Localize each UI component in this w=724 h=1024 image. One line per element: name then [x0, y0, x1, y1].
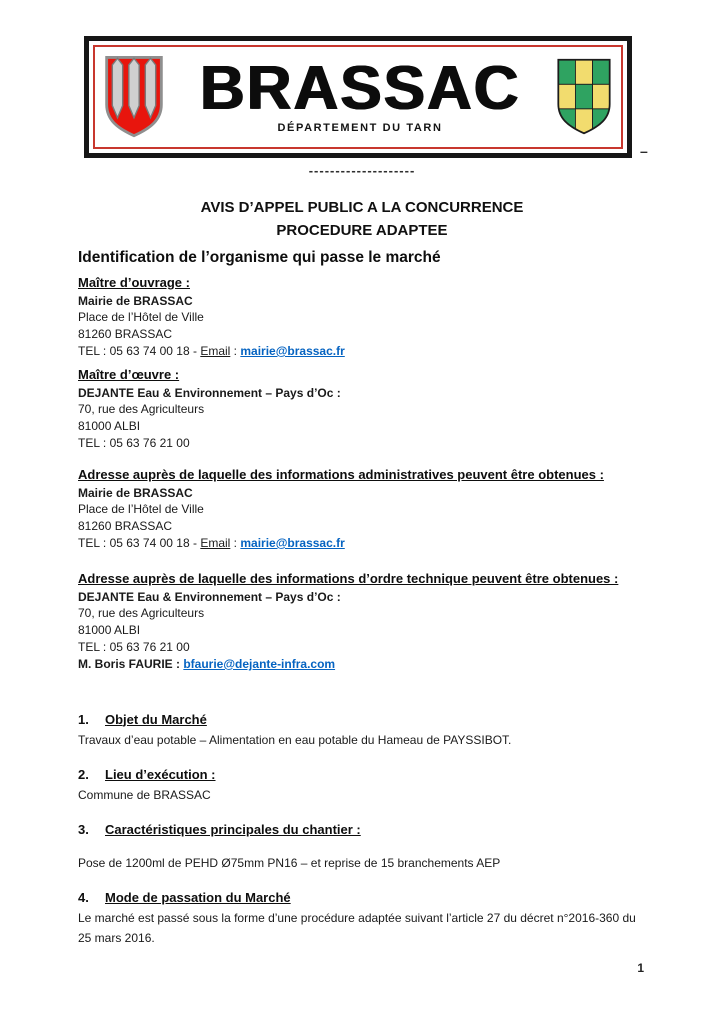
item-heading	[78, 889, 648, 907]
item-number: 2.	[78, 766, 89, 782]
email-separator: :	[230, 535, 241, 550]
document-body	[78, 250, 648, 948]
email-link-mairie-2[interactable]: mairie@brassac.fr	[240, 535, 345, 550]
tech-info-block	[78, 571, 648, 673]
maitre-ouvrage-block	[78, 275, 648, 360]
banner-title: BRASSAC	[199, 54, 521, 124]
brassac-logo-banner	[84, 36, 632, 158]
item-title: Objet du Marché	[105, 711, 207, 727]
item-caracteristiques-chantier	[78, 821, 648, 873]
email-separator: :	[230, 343, 241, 358]
item-body: Commune de BRASSAC	[78, 787, 211, 802]
document-title-line1: AVIS D’APPEL PUBLIC A LA CONCURRENCE	[200, 199, 524, 216]
email-link-mairie-1[interactable]: mairie@brassac.fr	[240, 343, 345, 358]
maitre-ouvrage-heading: Maître d’ouvrage :	[78, 274, 190, 290]
brassac-coat-of-arms-icon	[101, 51, 167, 143]
admin-info-org: Mairie de BRASSAC	[78, 485, 193, 500]
admin-info-address1: Place de l’Hôtel de Ville	[78, 502, 204, 517]
maitre-ouvrage-tel-line	[78, 343, 648, 360]
item-mode-passation	[78, 889, 648, 948]
item-title: Lieu d’exécution :	[105, 766, 216, 782]
email-label: Email	[200, 535, 231, 550]
maitre-oeuvre-org: DEJANTE Eau & Environnement – Pays d’Oc :	[78, 385, 341, 400]
tech-info-address2: 81000 ALBI	[78, 623, 141, 638]
maitre-ouvrage-address1: Place de l’Hôtel de Ville	[78, 310, 204, 325]
admin-info-heading: Adresse auprès de laquelle des informations administratives peuvent être obtenues :	[78, 466, 604, 482]
tel-text: TEL : 05 63 74 00 18 -	[78, 343, 201, 358]
maitre-oeuvre-heading: Maître d’œuvre :	[78, 366, 180, 382]
banner-subtitle: DÉPARTEMENT DU TARN	[277, 121, 443, 134]
tech-info-address1: 70, rue des Agriculteurs	[78, 606, 205, 621]
admin-info-tel-line	[78, 535, 648, 552]
maitre-ouvrage-address2: 81260 BRASSAC	[78, 327, 173, 342]
contact-name: M. Boris FAURIE :	[78, 656, 184, 671]
item-title: Mode de passation du Marché	[105, 889, 291, 905]
item-body: Pose de 1200ml de PEHD Ø75mm PN16 – et reprise de 15 branchements AEP	[78, 855, 501, 870]
maitre-oeuvre-address2: 81000 ALBI	[78, 419, 141, 434]
maitre-oeuvre-address1: 70, rue des Agriculteurs	[78, 402, 205, 417]
separator-dashes: --------------------	[308, 163, 416, 178]
maitre-oeuvre-block	[78, 367, 648, 452]
maitre-ouvrage-org: Mairie de BRASSAC	[78, 293, 193, 308]
email-link-bfaurie[interactable]: bfaurie@dejante-infra.com	[183, 656, 336, 671]
banner-text-group	[167, 54, 553, 134]
document-title-line2: PROCEDURE ADAPTEE	[276, 222, 448, 239]
item-number: 4.	[78, 889, 89, 905]
section-heading-identification: Identification de l’organisme qui passe le marché	[78, 249, 441, 266]
item-heading	[78, 821, 648, 839]
tech-info-tel: TEL : 05 63 76 21 00	[78, 639, 190, 654]
item-title: Caractéristiques principales du chantier :	[105, 821, 361, 837]
item-number: 1.	[78, 711, 89, 727]
item-body: Travaux d’eau potable – Alimentation en eau potable du Hameau de PAYSSIBOT.	[78, 732, 512, 747]
item-heading	[78, 711, 648, 729]
document-title	[0, 196, 724, 242]
item-heading	[78, 766, 648, 784]
admin-info-block	[78, 467, 648, 552]
item-body: Le marché est passé sous la forme d’une procédure adaptée suivant l’article 27 du décret n°2016-360 du 25 mars 2016.	[78, 910, 636, 945]
checker-shield-icon	[553, 52, 615, 142]
page-corner-dash: –	[640, 143, 648, 159]
item-lieu-execution	[78, 766, 648, 805]
maitre-oeuvre-tel: TEL : 05 63 76 21 00	[78, 435, 190, 450]
banner-red-frame	[93, 45, 623, 149]
tel-text: TEL : 05 63 74 00 18 -	[78, 535, 201, 550]
item-number: 3.	[78, 821, 89, 837]
admin-info-address2: 81260 BRASSAC	[78, 519, 173, 534]
tech-info-heading: Adresse auprès de laquelle des informations d’ordre technique peuvent être obtenues :	[78, 570, 619, 586]
tech-info-contact-line	[78, 656, 648, 673]
tech-info-org: DEJANTE Eau & Environnement – Pays d’Oc :	[78, 589, 341, 604]
page-number: 1	[637, 961, 644, 975]
email-label: Email	[200, 343, 231, 358]
item-objet-du-marche	[78, 711, 648, 750]
